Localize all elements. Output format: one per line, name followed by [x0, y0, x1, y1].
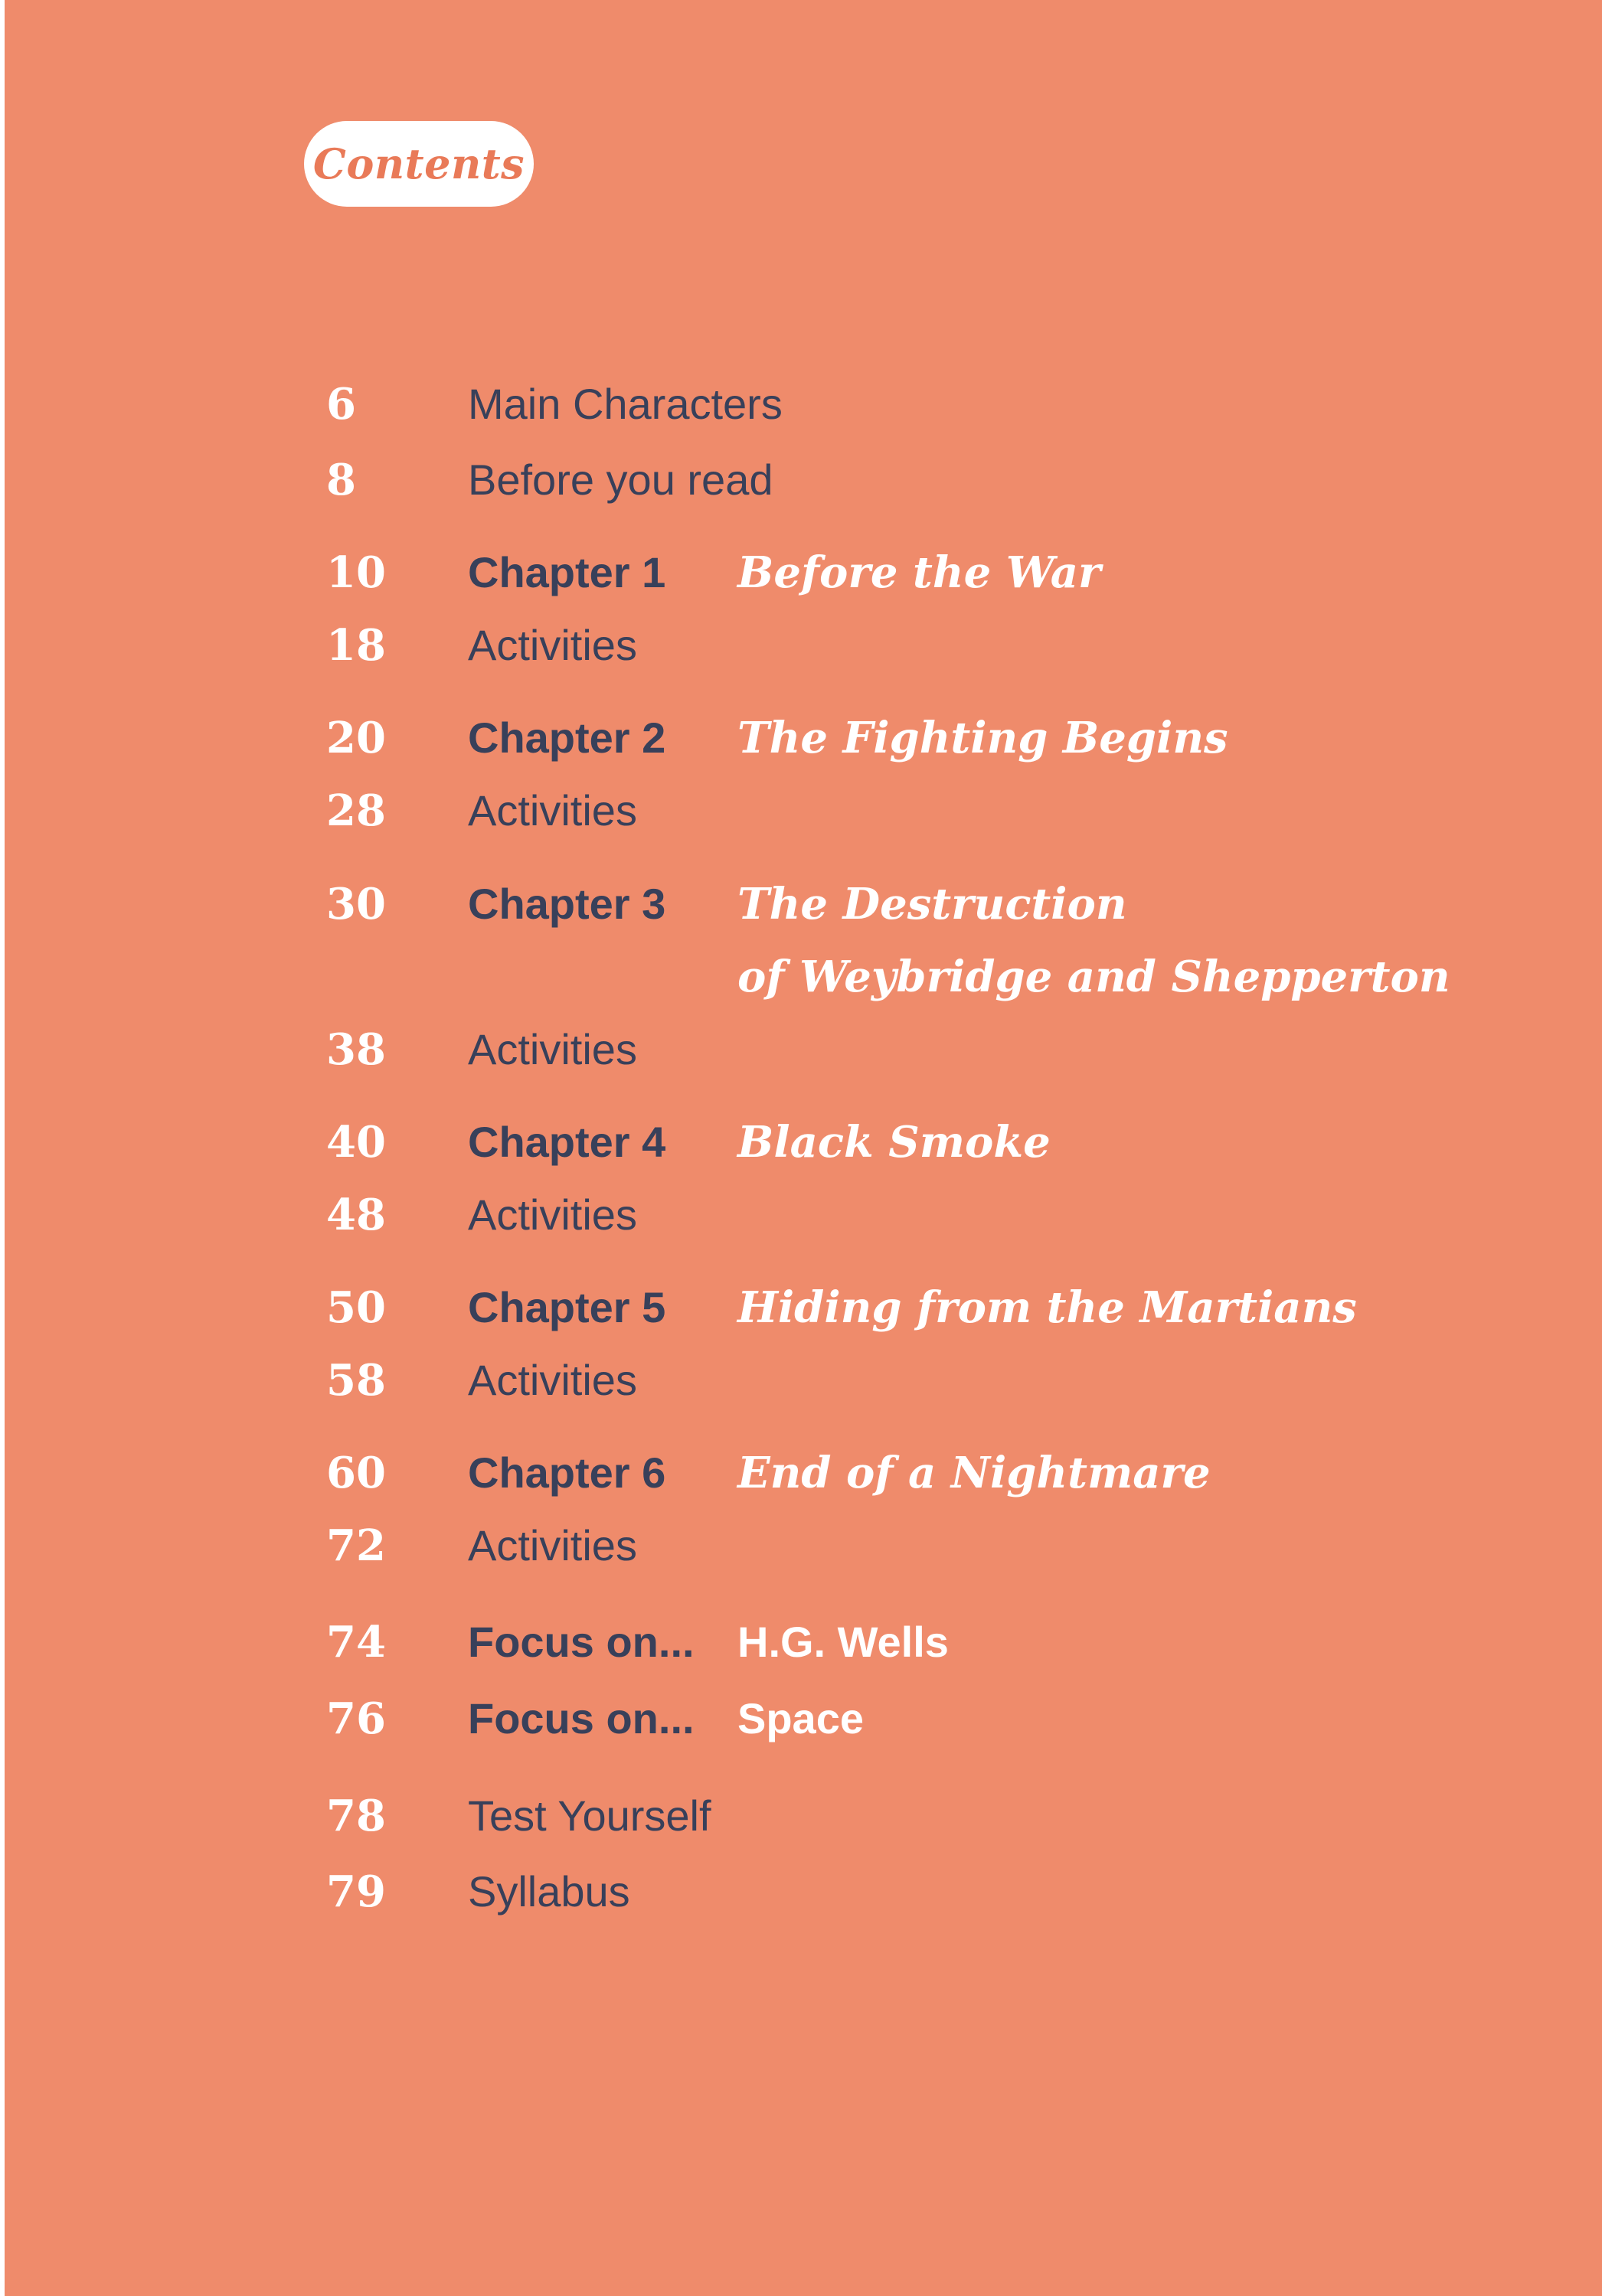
toc-row[interactable]	[5, 700, 1602, 776]
toc-row[interactable]	[5, 534, 1602, 611]
toc-row[interactable]	[5, 1778, 1602, 1854]
page-number: 72	[326, 1520, 386, 1571]
entry-label: Test Yourself	[468, 1791, 711, 1840]
entry-label: Activities	[468, 1025, 637, 1073]
toc-row[interactable]	[5, 1435, 1602, 1511]
chapter-title: Hiding from the Martians	[737, 1282, 1357, 1333]
focus-label: Focus on...	[468, 1618, 695, 1666]
chapter-title: Before the War	[737, 547, 1101, 598]
toc-row[interactable]	[5, 1507, 1602, 1584]
toc-row[interactable]	[5, 1011, 1602, 1088]
chapter-label: Chapter 2	[468, 714, 666, 762]
chapter-title: End of a Nightmare	[737, 1448, 1211, 1498]
entry-label: Activities	[468, 1521, 637, 1569]
toc-row[interactable]	[5, 607, 1602, 684]
chapter-title: The Fighting Begins	[737, 713, 1228, 763]
toc-row[interactable]	[5, 1604, 1602, 1680]
chapter-label: Chapter 5	[468, 1283, 666, 1331]
toc-row[interactable]	[5, 366, 1602, 443]
entry-label: Activities	[468, 1356, 637, 1404]
chapter-title: The Destruction	[737, 879, 1127, 929]
page-number: 40	[326, 1117, 386, 1168]
focus-title: H.G. Wells	[737, 1618, 949, 1666]
toc-row[interactable]	[5, 1342, 1602, 1419]
table-of-contents	[5, 0, 1602, 2296]
page-number: 20	[326, 713, 386, 763]
toc-row[interactable]	[5, 1853, 1602, 1930]
toc-row[interactable]	[5, 1104, 1602, 1181]
page-number: 6	[326, 379, 356, 429]
toc-row[interactable]	[5, 1680, 1602, 1757]
chapter-label: Chapter 3	[468, 880, 666, 928]
page-number: 8	[326, 455, 356, 505]
page-number: 10	[326, 547, 386, 598]
toc-row[interactable]	[5, 772, 1602, 849]
contents-heading: Contents	[312, 139, 525, 188]
page-number: 38	[326, 1024, 386, 1075]
entry-label: Activities	[468, 621, 637, 669]
page-number: 79	[326, 1867, 386, 1917]
page-number: 18	[326, 620, 386, 671]
contents-page	[5, 0, 1602, 2296]
page-number: 78	[326, 1791, 386, 1841]
toc-row-continuation	[5, 939, 1602, 1015]
focus-title: Space	[737, 1694, 864, 1742]
focus-label: Focus on...	[468, 1694, 695, 1742]
toc-row[interactable]	[5, 442, 1602, 518]
toc-row[interactable]	[5, 1177, 1602, 1253]
toc-row[interactable]	[5, 866, 1602, 942]
page-number: 28	[326, 785, 386, 836]
page-number: 48	[326, 1190, 386, 1240]
toc-row[interactable]	[5, 1269, 1602, 1346]
entry-label: Activities	[468, 1190, 637, 1239]
entry-label: Before you read	[468, 456, 773, 504]
page-number: 50	[326, 1282, 386, 1333]
chapter-title-line2: of Weybridge and Shepperton	[737, 952, 1450, 1002]
page-number: 74	[326, 1617, 386, 1667]
page-number: 58	[326, 1355, 386, 1406]
entry-label: Syllabus	[468, 1867, 630, 1916]
entry-label: Activities	[468, 786, 637, 834]
chapter-label: Chapter 1	[468, 548, 666, 596]
chapter-label: Chapter 4	[468, 1118, 666, 1166]
chapter-label: Chapter 6	[468, 1448, 666, 1497]
entry-label: Main Characters	[468, 380, 783, 428]
page-number: 30	[326, 879, 386, 929]
page-number: 60	[326, 1448, 386, 1498]
page-number: 76	[326, 1693, 386, 1744]
chapter-title: Black Smoke	[737, 1117, 1051, 1168]
